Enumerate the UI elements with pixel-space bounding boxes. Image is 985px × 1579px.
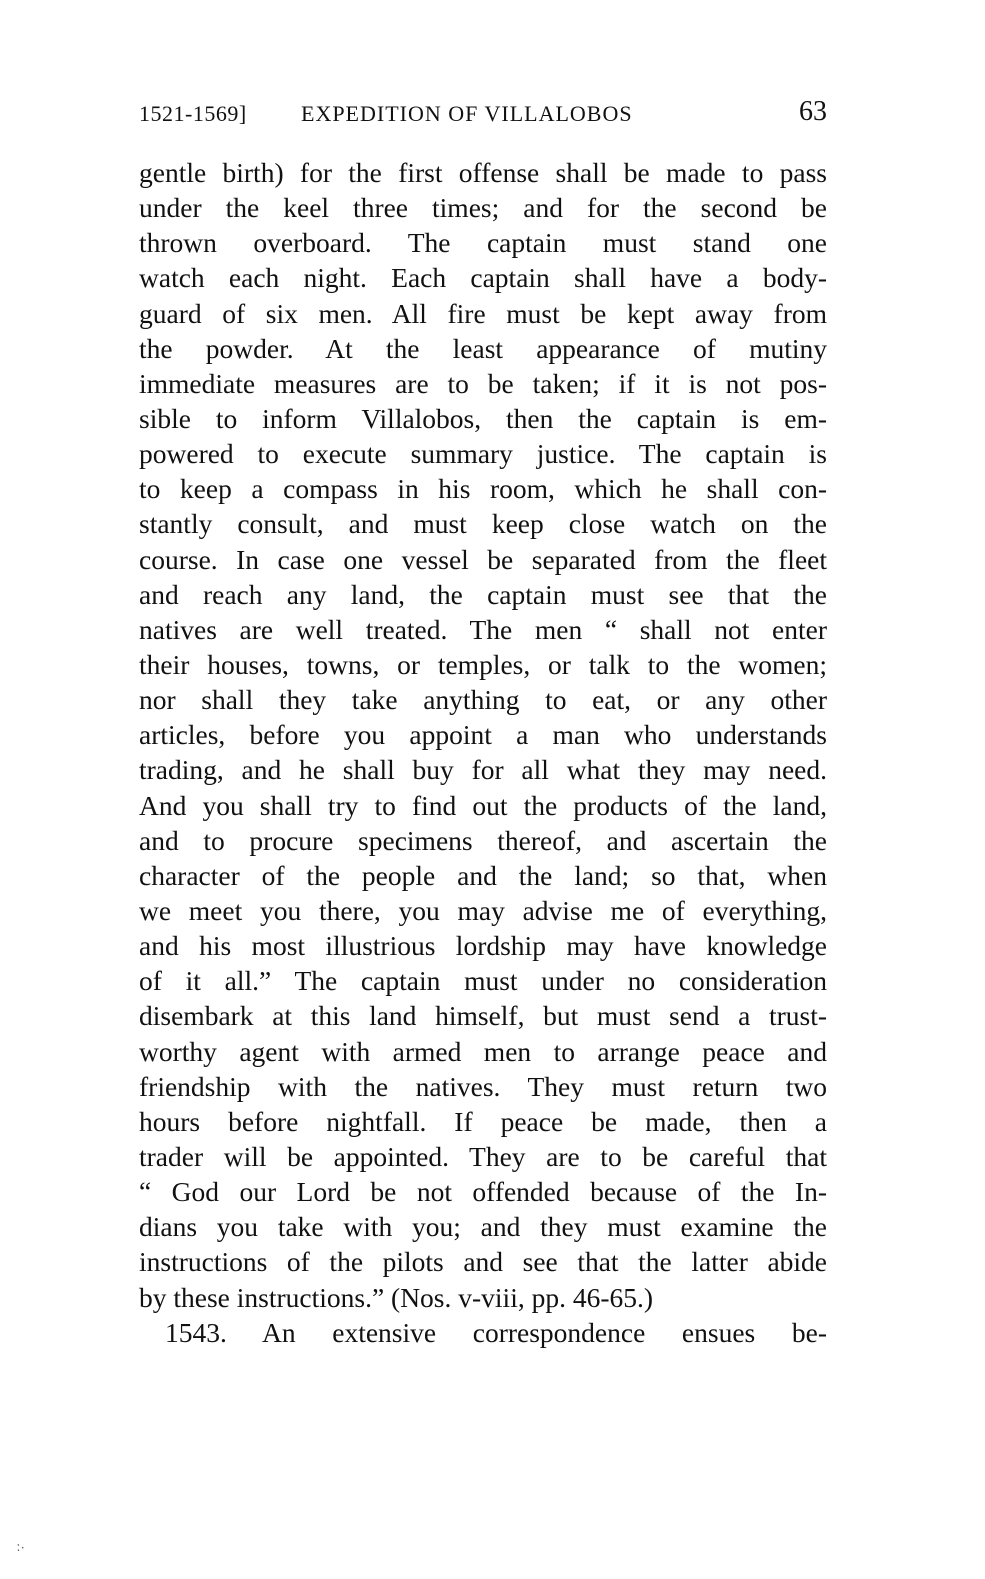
text-line: watch each night. Each captain shall have a body-: [139, 262, 827, 294]
text-line: immediate measures are to be taken; if it is not pos-: [139, 367, 827, 399]
text-line: we meet you there, you may advise me of everything,: [139, 894, 827, 926]
scan-mark-icon: ∴: [12, 1539, 27, 1556]
text-line: thrown overboard. The captain must stand one: [139, 227, 827, 259]
text-line: instructions of the pilots and see that the latter abide: [139, 1246, 827, 1278]
text-line: and reach any land, the captain must see that the: [139, 578, 827, 610]
text-line: gentle birth) for the first offense shall be made to pass: [139, 157, 827, 188]
text-line: stantly consult, and must keep close watch on the: [139, 508, 827, 540]
text-line: articles, before you appoint a man who understands: [139, 719, 827, 751]
text-line: character of the people and the land; so that, when: [139, 859, 827, 891]
text-line: and his most illustrious lordship may have knowledge: [139, 930, 827, 962]
text-line: friendship with the natives. They must return two: [139, 1070, 827, 1102]
text-line: sible to inform Villalobos, then the captain is em-: [139, 402, 827, 434]
text-line: And you shall try to find out the products of the land,: [139, 789, 827, 821]
text-line: course. In case one vessel be separated from the fleet: [139, 543, 827, 575]
text-line: worthy agent with armed men to arrange peace and: [139, 1035, 827, 1067]
text-line: guard of six men. All fire must be kept away from: [139, 297, 827, 329]
text-line: nor shall they take anything to eat, or any other: [139, 684, 827, 716]
body-text: [139, 155, 827, 1350]
text-line: powered to execute summary justice. The captain is: [139, 438, 827, 470]
running-head-title: EXPEDITION OF VILLALOBOS: [301, 101, 633, 126]
page-number: 63: [799, 96, 827, 127]
text-line: and to procure specimens thereof, and ascertain the: [139, 824, 827, 856]
text-line: disembark at this land himself, but must send a trust-: [139, 1000, 827, 1032]
text-line: the powder. At the least appearance of mutiny: [139, 332, 827, 364]
paragraph-end-line: by these instructions.” (Nos. v-viii, pp. 46-65.): [139, 1281, 654, 1313]
paragraph-start-line: 1543. An extensive correspondence ensues be-: [165, 1316, 827, 1348]
text-line: hours before nightfall. If peace be made, then a: [139, 1105, 827, 1137]
text-line: their houses, towns, or temples, or talk to the women;: [139, 648, 827, 680]
running-head: [139, 96, 827, 132]
text-line: trading, and he shall buy for all what they may need.: [139, 754, 827, 786]
text-line: of it all.” The captain must under no consideration: [139, 965, 827, 997]
text-line: trader will be appointed. They are to be careful that: [139, 1140, 827, 1172]
text-line: “ God our Lord be not offended because of the In-: [139, 1176, 827, 1208]
text-line: to keep a compass in his room, which he shall con-: [139, 473, 827, 505]
running-head-years: 1521-1569]: [139, 101, 247, 126]
text-line: natives are well treated. The men “ shall not enter: [139, 613, 827, 645]
text-line: dians you take with you; and they must examine the: [139, 1211, 827, 1243]
text-line: under the keel three times; and for the second be: [139, 192, 827, 224]
